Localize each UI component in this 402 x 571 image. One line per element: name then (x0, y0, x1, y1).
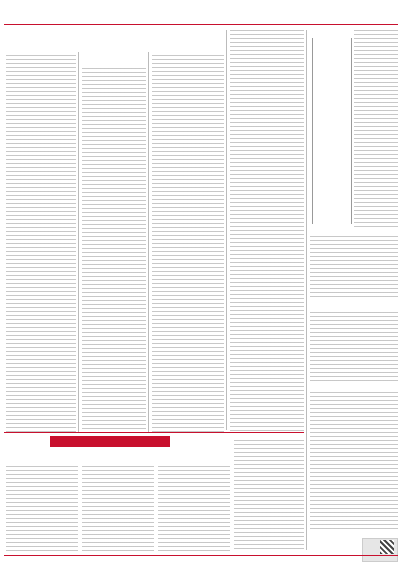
body-text-column (6, 466, 78, 552)
body-text-column (82, 68, 146, 433)
body-text-column (310, 312, 398, 384)
body-text-column (354, 30, 398, 230)
column-divider (148, 52, 149, 432)
body-text-column (82, 466, 154, 552)
body-text-column (152, 55, 224, 433)
qr-code-icon (380, 540, 394, 554)
body-text-column (310, 392, 398, 532)
body-text-column (158, 466, 230, 552)
column-banner (50, 436, 170, 447)
body-text-column (230, 30, 304, 433)
body-text-column (310, 236, 398, 300)
column-divider (226, 30, 227, 430)
body-text-column (234, 440, 304, 552)
header-rule (4, 24, 398, 25)
side-title-box (312, 38, 352, 224)
column-divider (78, 52, 79, 432)
body-text-column (6, 55, 76, 433)
column-divider (306, 30, 307, 550)
section-rule (4, 432, 304, 433)
page-header (0, 0, 402, 24)
page-footer (4, 555, 398, 569)
